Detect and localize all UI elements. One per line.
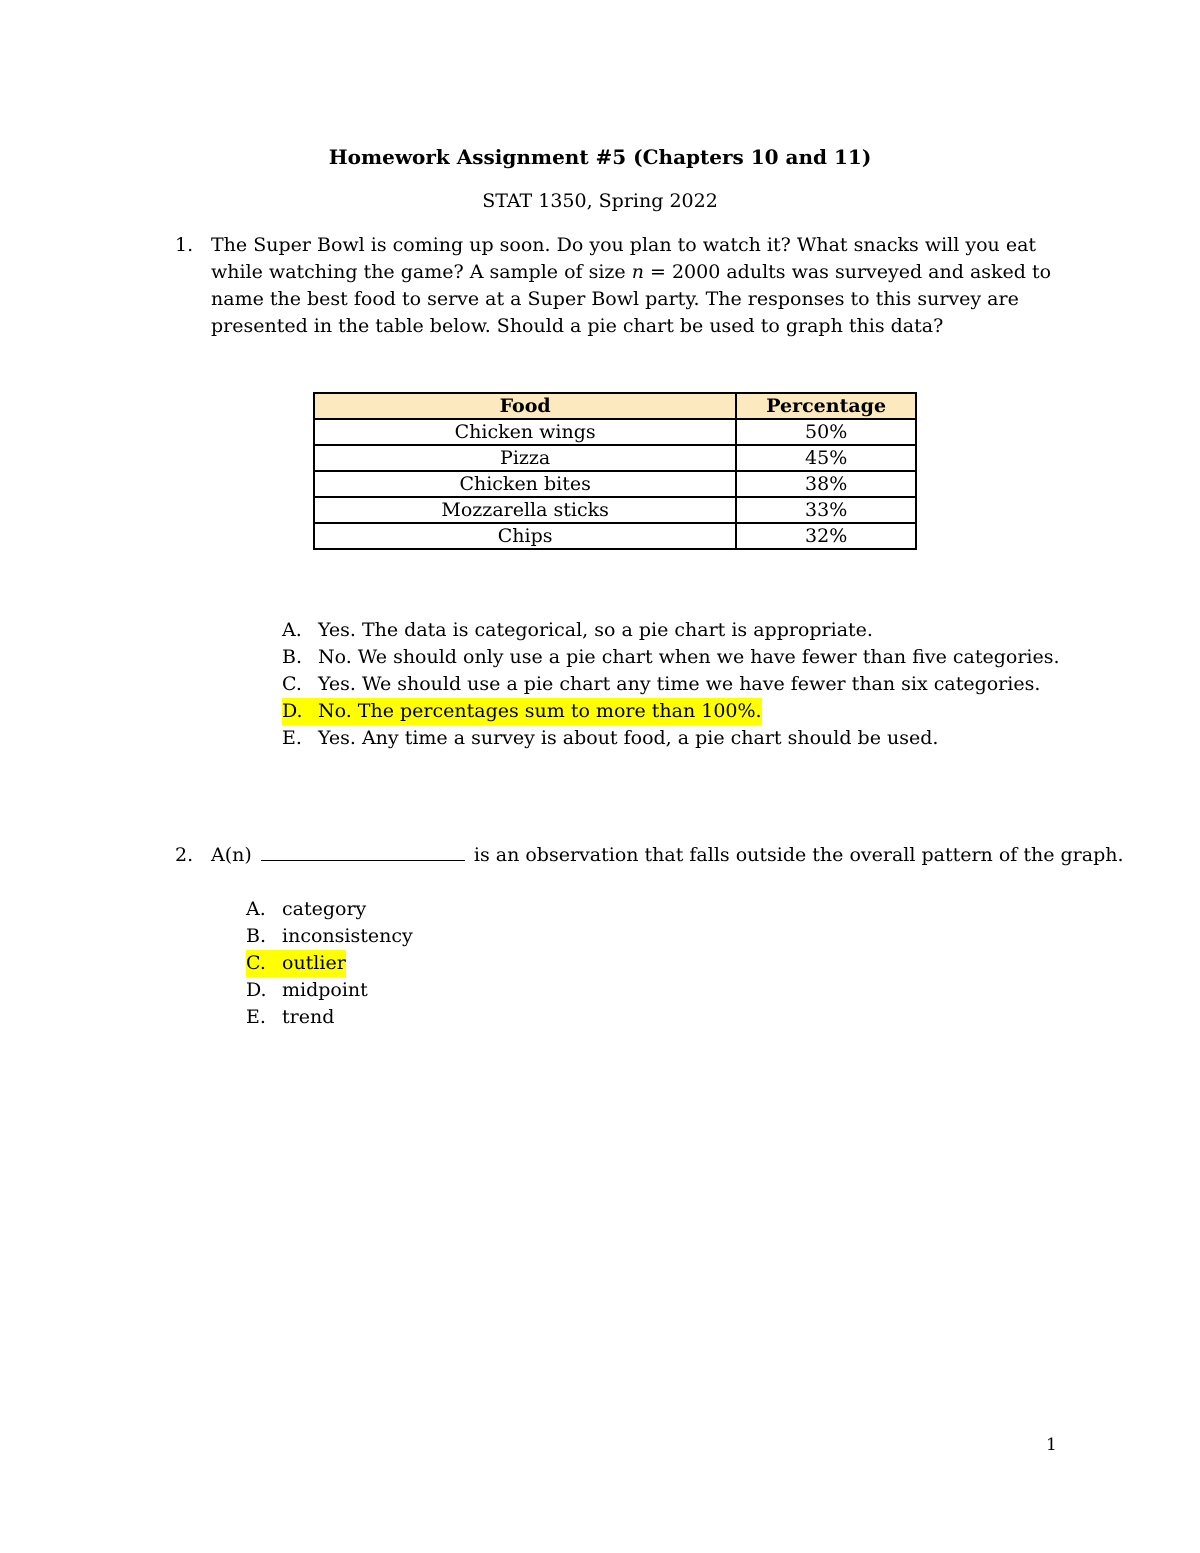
table-row: [314, 471, 916, 497]
table-cell-food: Pizza: [314, 445, 736, 471]
question-1-option-c: [282, 671, 1060, 698]
document-subtitle: STAT 1350, Spring 2022: [482, 190, 718, 212]
answer-highlight: [246, 950, 346, 977]
option-letter: A.: [246, 898, 266, 920]
table-cell-percentage: 38%: [736, 471, 916, 497]
sample-size-symbol: n: [631, 261, 644, 283]
table-cell-food: Chicken bites: [314, 471, 736, 497]
question-1-option-a: [282, 617, 1060, 644]
question-2-text-before: A(n): [211, 844, 252, 866]
option-letter: E.: [246, 1006, 266, 1028]
table-cell-food: Chicken wings: [314, 419, 736, 445]
fill-in-blank: [261, 842, 465, 861]
option-text: trend: [282, 1006, 335, 1028]
option-text: category: [282, 898, 367, 920]
option-letter: C.: [246, 952, 266, 974]
option-text: midpoint: [282, 979, 368, 1001]
question-1-text-part1: The Super Bowl is coming up soon. Do you plan to watch it? What snacks will you eat while watching the game? A sample of size: [211, 234, 1037, 283]
question-1-option-e: [282, 725, 1060, 752]
question-2-text: [211, 842, 1124, 869]
table-header-food: Food: [314, 393, 736, 419]
option-letter: A.: [282, 619, 302, 641]
question-2-option-c: [246, 950, 413, 977]
table-cell-food: Chips: [314, 523, 736, 549]
option-letter: D.: [246, 979, 267, 1001]
option-text: No. We should only use a pie chart when we have fewer than five categories.: [318, 646, 1060, 668]
option-text: outlier: [282, 952, 346, 974]
option-text: Yes. We should use a pie chart any time we have fewer than six categories.: [318, 673, 1041, 695]
table-cell-percentage: 33%: [736, 497, 916, 523]
question-1-text: [211, 232, 1071, 340]
question-2-option-a: [246, 896, 413, 923]
answer-highlight: [282, 698, 762, 725]
table-cell-percentage: 32%: [736, 523, 916, 549]
table-row: [314, 497, 916, 523]
option-text: Yes. Any time a survey is about food, a pie chart should be used.: [318, 727, 939, 749]
document-title: Homework Assignment #5 (Chapters 10 and 11): [328, 145, 872, 169]
table-cell-percentage: 45%: [736, 445, 916, 471]
table-row: [314, 445, 916, 471]
table-cell-food: Mozzarella sticks: [314, 497, 736, 523]
question-1-option-d: [282, 698, 1060, 725]
option-text: No. The percentages sum to more than 100%.: [318, 700, 762, 722]
option-letter: B.: [282, 646, 303, 668]
question-2-options: [246, 896, 413, 1031]
option-text: Yes. The data is categorical, so a pie chart is appropriate.: [318, 619, 873, 641]
table-row: [314, 523, 916, 549]
question-1-number: 1.: [175, 234, 194, 256]
option-text: inconsistency: [282, 925, 413, 947]
question-2-option-b: [246, 923, 413, 950]
option-letter: E.: [282, 727, 302, 749]
question-1-option-b: [282, 644, 1060, 671]
question-2-number: 2.: [175, 844, 194, 866]
option-letter: C.: [282, 673, 302, 695]
question-2-option-d: [246, 977, 413, 1004]
question-2-text-after: is an observation that falls outside the overall pattern of the graph.: [473, 844, 1124, 866]
option-letter: D.: [282, 700, 303, 722]
table-header-row: [314, 393, 916, 419]
table-row: [314, 419, 916, 445]
question-2-option-e: [246, 1004, 413, 1031]
option-letter: B.: [246, 925, 267, 947]
food-survey-table: [313, 392, 917, 550]
question-1-options: [282, 617, 1060, 752]
page-number: 1: [1046, 1435, 1057, 1455]
question-1-text-part2: = 2000 adults was surveyed and asked to name the best food to serve at a Super Bowl party. The responses to this survey are presented in the table below. Should a pie chart be used to graph this data?: [211, 261, 1052, 337]
table-cell-percentage: 50%: [736, 419, 916, 445]
table-header-percentage: Percentage: [736, 393, 916, 419]
